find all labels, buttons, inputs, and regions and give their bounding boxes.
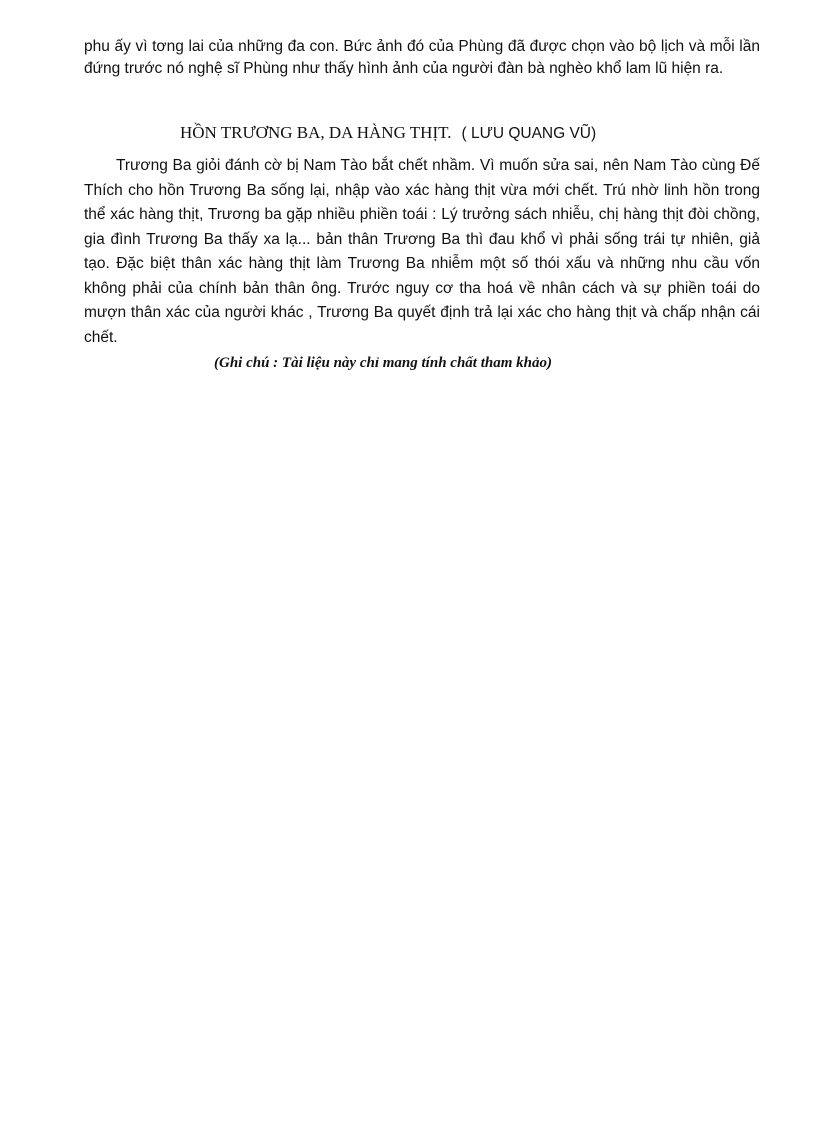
section-title: HỒN TRƯƠNG BA, DA HÀNG THỊT. xyxy=(180,123,452,142)
reference-note: (Ghi chú : Tài liệu này chỉ mang tính chất tham khảo) xyxy=(214,355,552,371)
section-author: ( LƯU QUANG VŨ) xyxy=(461,125,597,142)
section-heading xyxy=(180,122,596,145)
intro-paragraph: phu ấy vì tơng lai của những đa con. Bức ảnh đó của Phùng đã được chọn vào bộ lịch và mỗi lần đứng trước nó nghệ sĩ Phùng như thấy hình ảnh của người đàn bà nghèo khổ lam lũ hiện ra. xyxy=(84,38,760,77)
summary-paragraph: Trương Ba giỏi đánh cờ bị Nam Tào bắt chết nhầm. Vì muốn sửa sai, nên Nam Tào cùng Đế Thích cho hồn Trương Ba sống lại, nhập vào xác hàng thịt vừa mới chết. Trú nhờ linh hồn trong thể xác hàng thịt, Trương ba gặp nhiều phiền toái : Lý trưởng sách nhiễu, chị hàng thịt đòi chồng, gia đình Trương Ba thấy xa lạ... bản thân Trương Ba thì đau khổ vì phải sống trái tự nhiên, giả tạo. Đặc biệt thân xác hàng thịt làm Trương Ba nhiễm một số thói xấu và những nhu cầu vốn không phải của chính bản thân ông. Trước nguy cơ tha hoá về nhân cách và sự phiền toái do mượn thân xác của người khác , Trương Ba quyết định trả lại xác cho hàng thịt và chấp nhận cái chết. xyxy=(84,157,760,346)
